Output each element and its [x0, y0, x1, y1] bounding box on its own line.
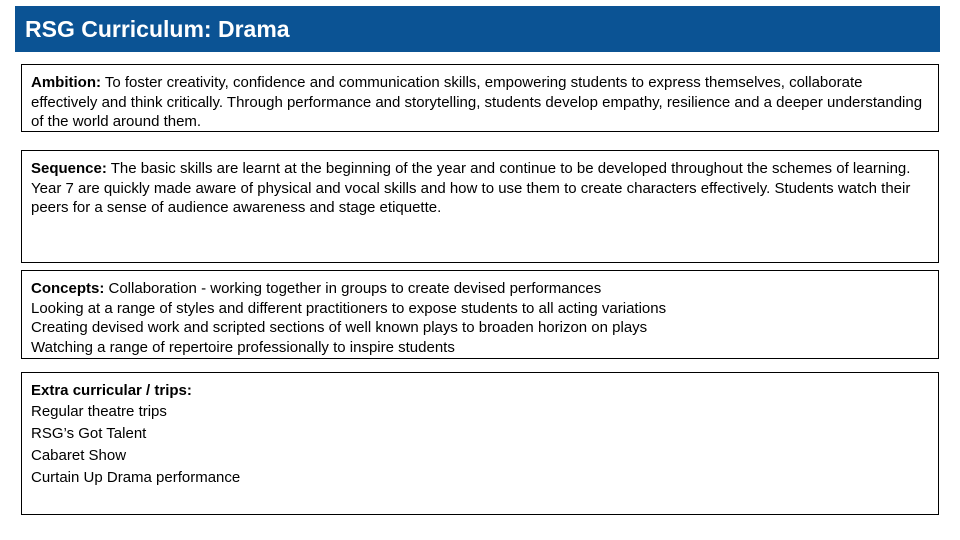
concepts-line: Creating devised work and scripted sections of well known plays to broaden horizon on plays [31, 319, 648, 336]
list-item: Regular theatre trips [31, 403, 167, 420]
title-banner [15, 6, 940, 52]
concepts-line: Watching a range of repertoire professionally to inspire students [31, 338, 455, 356]
list-item: Cabaret Show [31, 447, 127, 464]
ambition-text: To foster creativity, confidence and communication skills, empowering students to express themselves, collaborate effectively and think critically. Through performance and storytelling, students develop empathy, resilience and a deeper understanding of the world around them. [31, 74, 923, 130]
concepts-line: Looking at a range of styles and different practitioners to expose students to all acting variations [31, 299, 667, 317]
ambition-box [21, 64, 939, 132]
sequence-box [21, 150, 939, 263]
sequence-paragraph [31, 159, 929, 218]
concepts-label: Concepts: [31, 280, 105, 297]
ambition-paragraph [31, 73, 929, 132]
sequence-label: Sequence: [31, 160, 107, 177]
list-item: RSG’s Got Talent [31, 425, 147, 442]
extra-curricular-label-text: Extra curricular / trips: [31, 382, 192, 399]
concepts-line [31, 279, 929, 299]
extra-curricular-label [31, 381, 929, 401]
concepts-box [21, 270, 939, 359]
ambition-label: Ambition: [31, 74, 101, 91]
concepts-line-text: Collaboration - working together in groups to create devised performances [104, 280, 602, 297]
extra-curricular-box [21, 372, 939, 515]
page-title: RSG Curriculum: Drama [25, 15, 290, 42]
list-item: Curtain Up Drama performance [31, 469, 241, 486]
sequence-text: The basic skills are learnt at the beginning of the year and continue to be developed throughout the schemes of learning. Year 7 are quickly made aware of physical and vocal skills and how to use them to create characters effectively. Students watch their peers for a sense of audience awareness and stage etiquette. [31, 160, 911, 216]
